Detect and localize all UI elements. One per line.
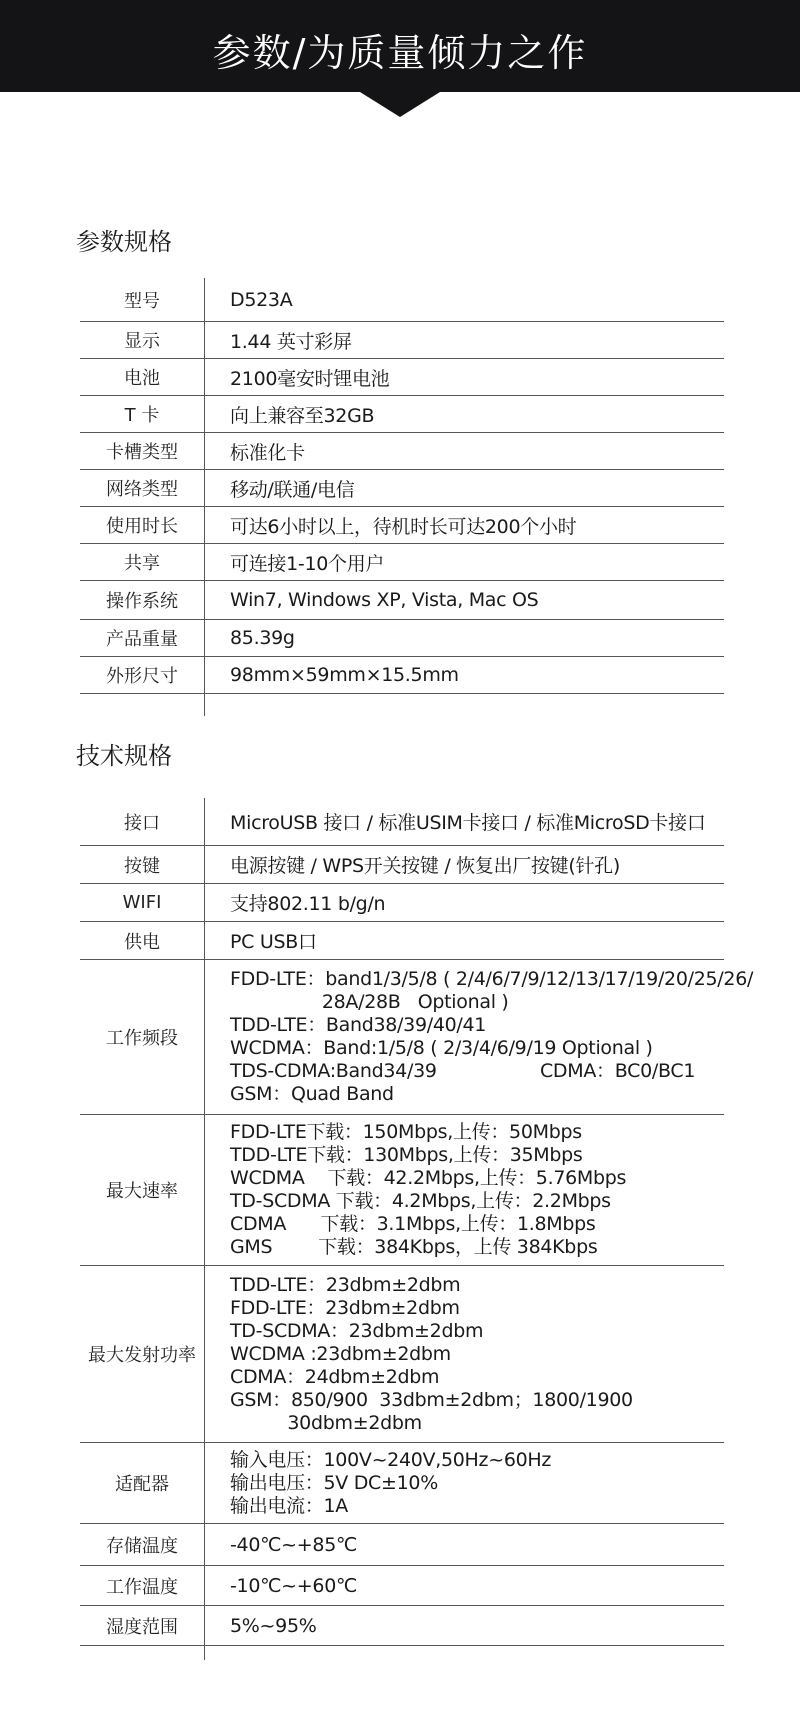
table-row — [80, 507, 724, 544]
row-value: 移动/联通/电信 — [230, 478, 355, 501]
value-line: TDD-LTE下载：130Mbps,上传：35Mbps — [230, 1144, 583, 1166]
value-line: CDMA：24dbm±2dbm — [230, 1365, 440, 1388]
table-row — [80, 960, 754, 1115]
row-value: 电源按键 / WPS开关按键 / 恢复出厂按键(针孔) — [230, 855, 620, 877]
row-value: Win7, Windows XP, Vista, Mac OS — [230, 589, 539, 611]
row-value: MicroUSB 接口 / 标准USIM卡接口 / 标准MicroSD卡接口 — [230, 812, 706, 834]
row-label: 工作频段 — [106, 1028, 178, 1049]
table-row — [80, 433, 724, 470]
row-label: 型号 — [124, 290, 160, 312]
row-label: 网络类型 — [106, 479, 178, 500]
row-label: 存储温度 — [106, 1535, 178, 1557]
table-row — [80, 1115, 724, 1266]
value-line: TD-SCDMA：23dbm±2dbm — [230, 1319, 484, 1342]
table-row — [80, 470, 724, 507]
value-line: FDD-LTE：band1/3/5/8 ( 2/4/6/7/9/12/13/17/19/20/25/26/ — [230, 968, 754, 990]
value-line: GSM：850/900 33dbm±2dbm；1800/1900 — [230, 1388, 633, 1411]
params-table — [80, 278, 724, 716]
row-value: 98mm×59mm×15.5mm — [230, 664, 459, 686]
value-line: TDD-LTE：23dbm±2dbm — [230, 1273, 461, 1296]
row-label: 显示 — [124, 331, 160, 352]
table-row — [80, 657, 724, 694]
table-row — [80, 544, 724, 581]
table-row — [80, 359, 724, 396]
table-row — [80, 922, 724, 960]
params-section-title: 参数规格 — [76, 228, 172, 256]
row-label: 卡槽类型 — [106, 442, 178, 463]
row-value — [230, 960, 754, 1114]
row-value: 2100毫安时锂电池 — [230, 367, 390, 390]
value-line: FDD-LTE：23dbm±2dbm — [230, 1296, 460, 1319]
table-row — [80, 581, 724, 620]
row-label: 操作系统 — [106, 591, 178, 612]
value-line: GMS 下载：384Kbps，上传 384Kbps — [230, 1236, 598, 1258]
table-row — [80, 846, 724, 884]
row-value — [230, 1266, 724, 1442]
value-line: 28A/28B Optional ) — [230, 991, 509, 1013]
row-label: 外形尺寸 — [106, 666, 178, 687]
table-row — [80, 322, 724, 359]
row-label: 湿度范围 — [106, 1616, 178, 1638]
banner-title: 参数/为质量倾力之作 — [212, 31, 588, 75]
row-label: 产品重量 — [106, 629, 178, 650]
table-row — [80, 1443, 724, 1524]
row-value: 1.44 英寸彩屏 — [230, 330, 352, 353]
tech-table — [80, 798, 754, 1660]
row-value — [230, 1443, 724, 1523]
value-line: TD-SCDMA 下载：4.2Mbps,上传：2.2Mbps — [230, 1190, 611, 1212]
row-label: 使用时长 — [106, 516, 178, 537]
row-label: 最大速率 — [106, 1181, 178, 1202]
table-row — [80, 1266, 724, 1443]
table-row — [80, 620, 724, 657]
row-value: PC USB口 — [230, 931, 317, 953]
table-row — [80, 278, 724, 322]
value-line: 输出电压：5V DC±10% — [230, 1471, 438, 1494]
row-value: 向上兼容至32GB — [230, 404, 375, 427]
value-line: CDMA 下载：3.1Mbps,上传：1.8Mbps — [230, 1213, 596, 1235]
table-row — [80, 396, 724, 433]
row-value: D523A — [230, 288, 293, 311]
row-value: -40℃~+85℃ — [230, 1533, 358, 1556]
row-label: 电池 — [124, 368, 160, 389]
table-row — [80, 1566, 724, 1606]
value-line: WCDMA 下载：42.2Mbps,上传：5.76Mbps — [230, 1167, 627, 1189]
value-line: GSM：Quad Band — [230, 1083, 394, 1105]
row-value: 可达6小时以上，待机时长可达200个小时 — [230, 515, 577, 538]
row-label: 最大发射功率 — [88, 1345, 196, 1366]
row-value: 85.39g — [230, 627, 295, 649]
value-line: 输入电压：100V~240V,50Hz~60Hz — [230, 1448, 552, 1471]
row-value: 可连接1-10个用户 — [230, 552, 385, 575]
row-label: 供电 — [124, 931, 160, 953]
table-row — [80, 884, 724, 922]
value-line: WCDMA :23dbm±2dbm — [230, 1342, 451, 1365]
value-line: 输出电流：1A — [230, 1494, 348, 1517]
row-value: 支持802.11 b/g/n — [230, 893, 386, 915]
row-label: WIFI — [122, 892, 162, 913]
value-line: TDD-LTE：Band38/39/40/41 — [230, 1014, 487, 1036]
table-row — [80, 1524, 724, 1566]
tech-section-title: 技术规格 — [76, 742, 172, 770]
table-row — [80, 798, 724, 846]
row-value — [230, 1115, 724, 1265]
row-value: -10℃~+60℃ — [230, 1574, 358, 1597]
row-value: 标准化卡 — [230, 441, 305, 464]
row-label: T 卡 — [124, 405, 160, 426]
row-label: 工作温度 — [106, 1576, 178, 1598]
table-row — [80, 1606, 724, 1646]
row-label: 按键 — [124, 855, 160, 877]
value-line: 30dbm±2dbm — [230, 1411, 422, 1434]
row-value: 5%~95% — [230, 1614, 317, 1637]
row-label: 共享 — [124, 553, 160, 574]
value-line: WCDMA：Band:1/5/8 ( 2/3/4/6/9/19 Optional ) — [230, 1037, 653, 1059]
value-line: TDS-CDMA:Band34/39 CDMA：BC0/BC1 — [230, 1060, 696, 1082]
row-label: 适配器 — [115, 1474, 169, 1495]
value-line: FDD-LTE下载：150Mbps,上传：50Mbps — [230, 1121, 582, 1143]
row-label: 接口 — [124, 812, 160, 834]
